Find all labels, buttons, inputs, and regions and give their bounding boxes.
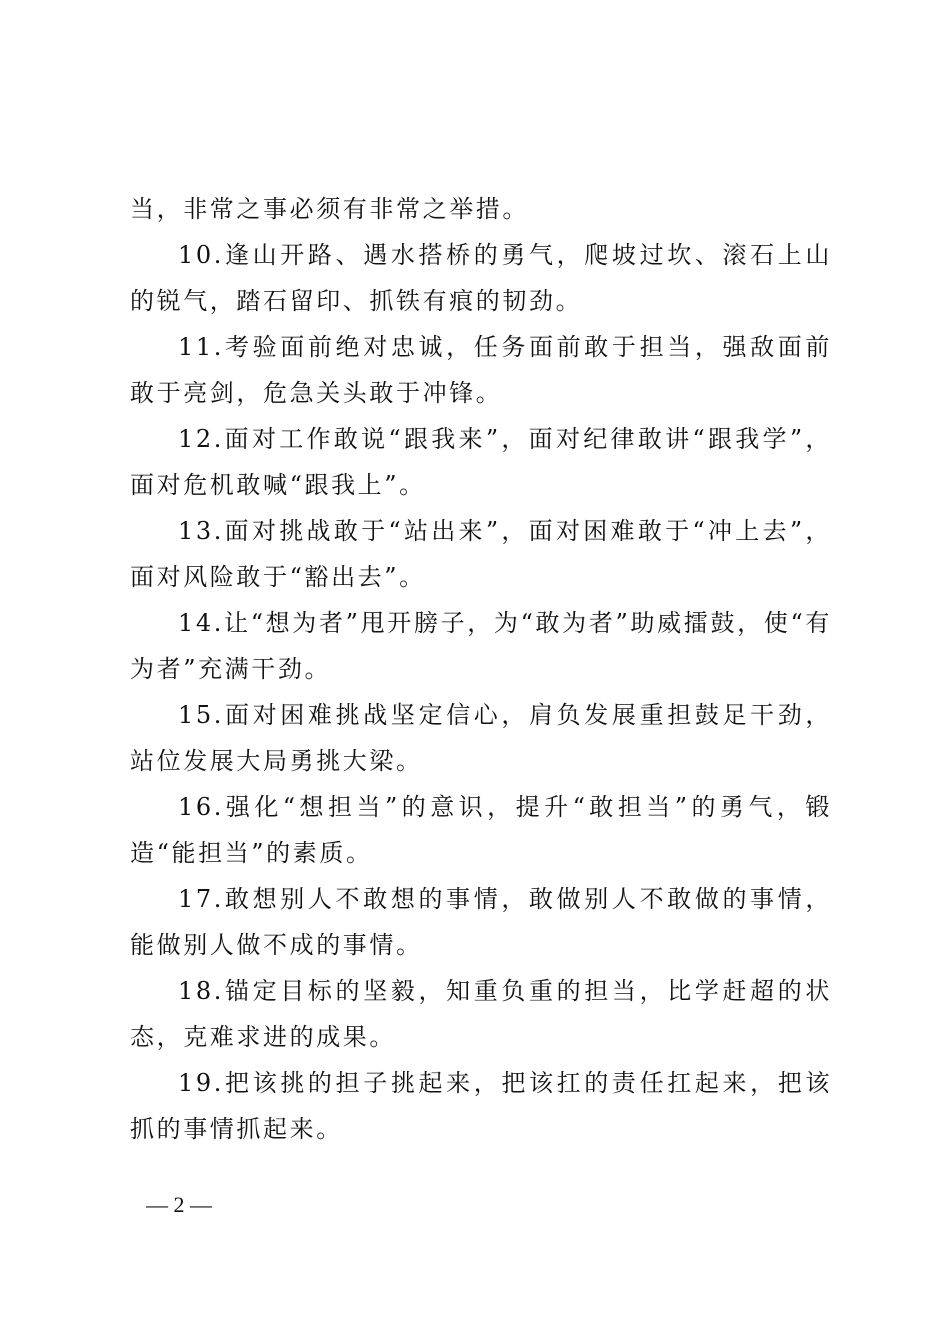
page-number: — 2 — <box>146 1192 212 1217</box>
paragraph-item-10: 10.逢山开路、遇水搭桥的勇气，爬坡过坎、滚石上山的锐气，踏石留印、抓铁有痕的韧劲。 <box>130 241 832 315</box>
document-body <box>130 186 832 1152</box>
paragraph-continuation: 当，非常之事必须有非常之举措。 <box>130 195 529 223</box>
paragraph-item-11: 11.考验面前绝对忠诚，任务面前敢于担当，强敌面前敢于亮剑，危急关头敢于冲锋。 <box>130 333 832 407</box>
paragraph-item-19: 19.把该挑的担子挑起来，把该扛的责任扛起来，把该抓的事情抓起来。 <box>130 1069 832 1143</box>
paragraph-item-14: 14.让“想为者”甩开膀子，为“敢为者”助威擂鼓，使“有为者”充满干劲。 <box>130 609 832 683</box>
paragraph-item-12: 12.面对工作敢说“跟我来”，面对纪律敢讲“跟我学”，面对危机敢喊“跟我上”。 <box>130 425 832 499</box>
paragraph-item-16: 16.强化“想担当”的意识，提升“敢担当”的勇气，锻造“能担当”的素质。 <box>130 793 832 867</box>
paragraph-item-15: 15.面对困难挑战坚定信心，肩负发展重担鼓足干劲，站位发展大局勇挑大梁。 <box>130 701 832 775</box>
paragraph-item-18: 18.锚定目标的坚毅，知重负重的担当，比学赶超的状态，克难求进的成果。 <box>130 977 832 1051</box>
paragraph-item-13: 13.面对挑战敢于“站出来”，面对困难敢于“冲上去”，面对风险敢于“豁出去”。 <box>130 517 832 591</box>
paragraph-item-17: 17.敢想别人不敢想的事情，敢做别人不敢做的事情，能做别人做不成的事情。 <box>130 885 832 959</box>
